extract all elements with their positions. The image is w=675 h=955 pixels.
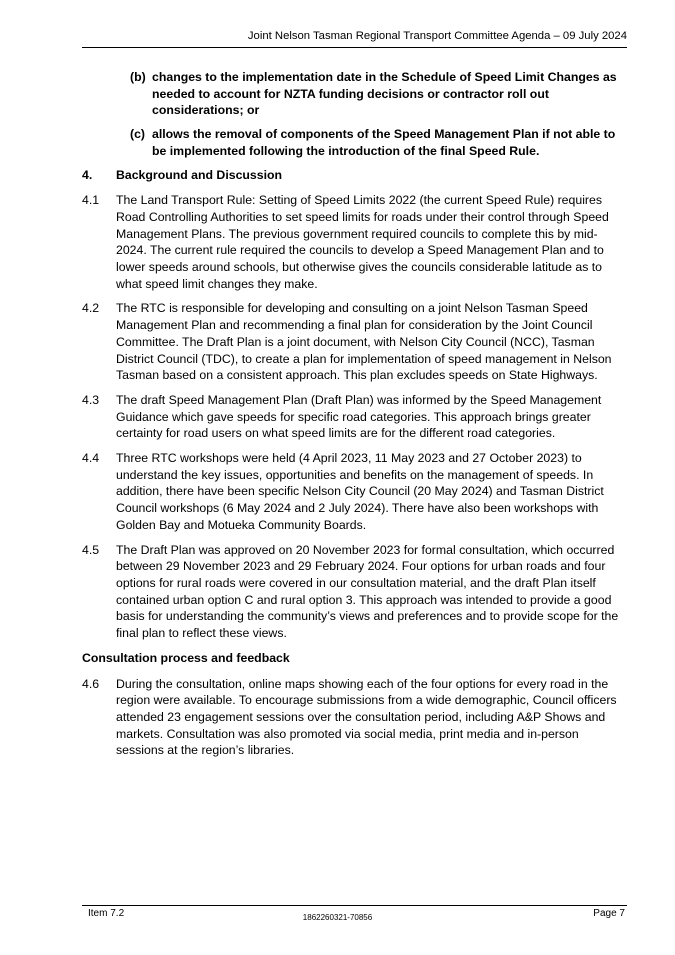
numbered-paragraph [82, 450, 627, 534]
paragraph-text: The draft Speed Management Plan (Draft Plan) was informed by the Speed Management Guidance which gave speeds for specific road categories. This approach brings greater certainty for road users on what speed limits are for the different road categories. [116, 392, 602, 441]
footer-page-number: Page 7 [593, 908, 625, 919]
recommendation-item [130, 126, 627, 159]
footer-divider [82, 905, 627, 906]
recommendation-label: (c) [130, 127, 146, 142]
recommendation-label: (b) [130, 70, 146, 84]
paragraph-number: 4.3 [82, 392, 100, 407]
numbered-paragraph [82, 676, 627, 760]
page-header: Joint Nelson Tasman Regional Transport Committee Agenda – 09 July 2024 [247, 30, 627, 42]
paragraph-number: 4.2 [82, 301, 100, 316]
numbered-paragraph [82, 392, 627, 442]
footer-document-id: 1862260321-70856 [302, 913, 373, 922]
recommendation-text: allows the removal of components of the Speed Management Plan if not able to be implemented following the introduction of the final Speed Rule. [152, 127, 616, 158]
section-number: 4. [82, 167, 93, 182]
paragraph-number: 4.4 [82, 451, 100, 466]
document-body [82, 69, 627, 767]
paragraph-text: The Draft Plan was approved on 20 November 2023 for formal consultation, which occurred between 29 November 2023 and 29 February 2024. Four options for urban roads and four options for rural roads were covered in our consultation material, and the draft Plan itself contained urban option C and rural option 3. This approach was intended to provide a good basis for understanding the community’s views and preferences and to provide scope for the final plan to reflect these views. [116, 542, 619, 641]
section-heading [82, 167, 627, 184]
paragraph-number: 4.5 [82, 542, 100, 557]
footer-item-number: Item 7.2 [88, 908, 125, 919]
subsection-heading: Consultation process and feedback [82, 650, 290, 665]
recommendation-item [130, 69, 627, 119]
header-divider [82, 47, 627, 48]
numbered-paragraph [82, 542, 627, 642]
paragraph-text: During the consultation, online maps showing each of the four options for every road in the region were available. To encourage submissions from a wide demographic, Council officers attended 23 engagement sessions over the consultation period, including A&P Shows and markets. Consultation was also promoted via social media, print media and in-person sessions at the region’s libraries. [116, 676, 617, 758]
recommendation-text: changes to the implementation date in the Schedule of Speed Limit Changes as needed to account for NZTA funding decisions or contractor roll out considerations; or [152, 70, 617, 118]
paragraph-number: 4.1 [82, 193, 100, 208]
section-title: Background and Discussion [116, 167, 283, 182]
numbered-paragraph [82, 192, 627, 292]
paragraph-text: Three RTC workshops were held (4 April 2023, 11 May 2023 and 27 October 2023) to understand the key issues, opportunities and benefits on the management of speeds. In addition, there have been specific Nelson City Council (20 May 2024) and Tasman District Council workshops (6 May 2024 and 2 July 2024). There have also been workshops with Golden Bay and Motueka Community Boards. [116, 451, 604, 532]
numbered-paragraph [82, 300, 627, 384]
paragraph-text: The Land Transport Rule: Setting of Speed Limits 2022 (the current Speed Rule) requires Road Controlling Authorities to set speed limits for roads under their control through Speed Management Plans. The previous government required councils to complete this by mid-2024. The current rule required the councils to develop a Speed Management Plan and to lower speeds around schools, but otherwise gives the councils considerable latitude as to what speed limit changes they make. [116, 193, 609, 291]
paragraph-number: 4.6 [82, 676, 100, 691]
paragraph-text: The RTC is responsible for developing and consulting on a joint Nelson Tasman Speed Management Plan and recommending a final plan for consideration by the Joint Council Committee. The Draft Plan is a joint document, with Nelson City Council (NCC), Tasman District Council (TDC), to create a plan for implementation of speed management in Nelson Tasman based on a consistent approach. This plan excludes speeds on State Highways. [116, 301, 612, 383]
